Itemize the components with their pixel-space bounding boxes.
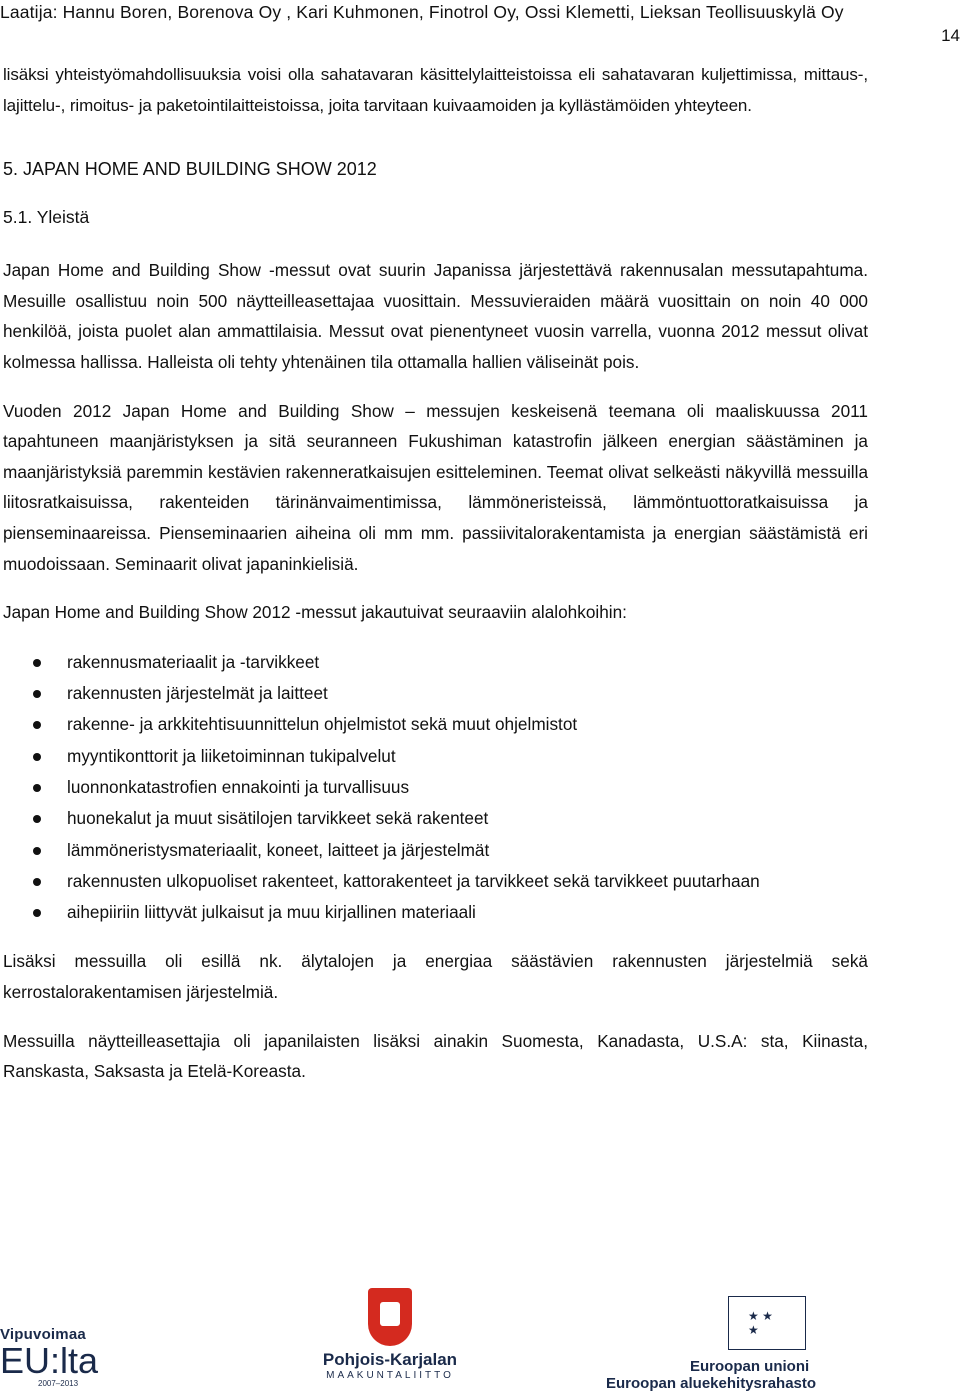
list-item: myyntikonttorit ja liiketoiminnan tukipalvelut bbox=[3, 741, 868, 772]
page-number: 14 bbox=[941, 26, 960, 45]
bullet-icon bbox=[33, 721, 41, 729]
eu-logo: ★ ★ ★ Euroopan unioni Euroopan aluekehitysrahasto bbox=[690, 1296, 830, 1392]
bullet-icon bbox=[33, 690, 41, 698]
bullet-icon bbox=[33, 909, 41, 917]
paragraph-overview: Japan Home and Building Show -messut ovat suurin Japanissa järjestettävä rakennusalan messutapahtuma. Mesuille osallistuu noin 500 näytteilleasettajaa vuosittain. Messuvieraiden määrä vuosittain on noin 40 000 henkilöä, joista puolet alan ammattilaisia. Messut ovat pienentyneet vuosin varrella, vuonna 2012 messut olivat kolmessa hallissa. Halleista oli tehty yhtenäinen tila ottamalla hallien väliseinät pois. bbox=[3, 260, 868, 372]
intro-paragraph: lisäksi yhteistyömahdollisuuksia voisi olla sahatavaran käsittelylaitteistoissa eli sahatavaran kuljettimissa, mittaus-, lajittelu-, rimoitus- ja paketointilaitteistoissa, joita tarvitaan kuivaamoiden ja kyllästämöiden yhteyteen. bbox=[3, 65, 868, 115]
page-content bbox=[3, 60, 868, 1087]
running-header: Laatija: Hannu Boren, Borenova Oy , Kari Kuhmonen, Finotrol Oy, Ossi Klemetti, Lieksan Teollisuuskylä Oy bbox=[0, 2, 844, 22]
bullet-icon bbox=[33, 815, 41, 823]
vipuvoimaa-logo: Vipuvoimaa EU:lta 2007–2013 bbox=[0, 1326, 99, 1388]
list-item: huonekalut ja muut sisätilojen tarvikkeet sekä rakenteet bbox=[3, 803, 868, 834]
list-item: rakennusten ulkopuoliset rakenteet, kattorakenteet ja tarvikkeet sekä tarvikkeet puutarhaan bbox=[3, 866, 868, 897]
paragraph-theme: Vuoden 2012 Japan Home and Building Show – messujen keskeisenä teemana oli maaliskuussa 2011 tapahtuneen maanjäristyksen ja sitä seuranneen Fukushiman katastrofin jälkeen energian säästäminen ja maanjäristyksiä paremmin kestävien rakenneratkaisujen esitteleminen. Teemat olivat selkeästi näkyvillä messuilla liitosratkaisuissa, rakenteiden tärinänvaimentimissa, lämmöneristeissä, lämmöntuottoratkaisuissa ja pienseminaareissa. Pienseminaarien aiheina oli mm mm. passiivitalorakentamista ja energian säästämistä eri muodoissaan. Seminaarit olivat japaninkielisiä. bbox=[3, 400, 868, 574]
subsection-heading: 5.1. Yleistä bbox=[3, 207, 90, 228]
paragraph-exhibitors: Messuilla näytteilleasettajia oli japanilaisten lisäksi ainakin Suomesta, Kanadasta, U.S.A: sta, Kiinasta, Ranskasta, Saksasta ja Etelä-Koreasta. bbox=[3, 1030, 868, 1082]
paragraph-sections-intro: Japan Home and Building Show 2012 -messut jakautuivat seuraaviin alalohkoihin: bbox=[3, 602, 627, 623]
list-item: luonnonkatastrofien ennakointi ja turvallisuus bbox=[3, 772, 868, 803]
list-item: rakennusten järjestelmät ja laitteet bbox=[3, 678, 868, 709]
paragraph-smart-homes: Lisäksi messuilla oli esillä nk. älytalojen ja energiaa säästävien rakennusten järjestelmiä sekä kerrostalorakentamisen järjestelmiä. bbox=[3, 951, 868, 1002]
footer-logos bbox=[0, 1288, 960, 1395]
bullet-icon bbox=[33, 784, 41, 792]
eu-flag-icon: ★ ★ ★ bbox=[728, 1296, 806, 1350]
section-list bbox=[3, 647, 868, 929]
bullet-icon bbox=[33, 659, 41, 667]
section-heading: 5. JAPAN HOME AND BUILDING SHOW 2012 bbox=[3, 159, 377, 180]
list-item: aihepiiriin liittyvät julkaisut ja muu kirjallinen materiaali bbox=[3, 897, 868, 928]
bullet-icon bbox=[33, 847, 41, 855]
bullet-icon bbox=[33, 753, 41, 761]
bullet-icon bbox=[33, 878, 41, 886]
list-item: rakenne- ja arkkitehtisuunnittelun ohjelmistot sekä muut ohjelmistot bbox=[3, 709, 868, 740]
list-item: rakennusmateriaalit ja -tarvikkeet bbox=[3, 647, 868, 678]
list-item: lämmöneristysmateriaalit, koneet, laitteet ja järjestelmät bbox=[3, 835, 868, 866]
pohjois-karjala-logo: Pohjois-Karjalan MAAKUNTALIITTO bbox=[310, 1288, 470, 1381]
coat-of-arms-icon bbox=[368, 1288, 412, 1346]
